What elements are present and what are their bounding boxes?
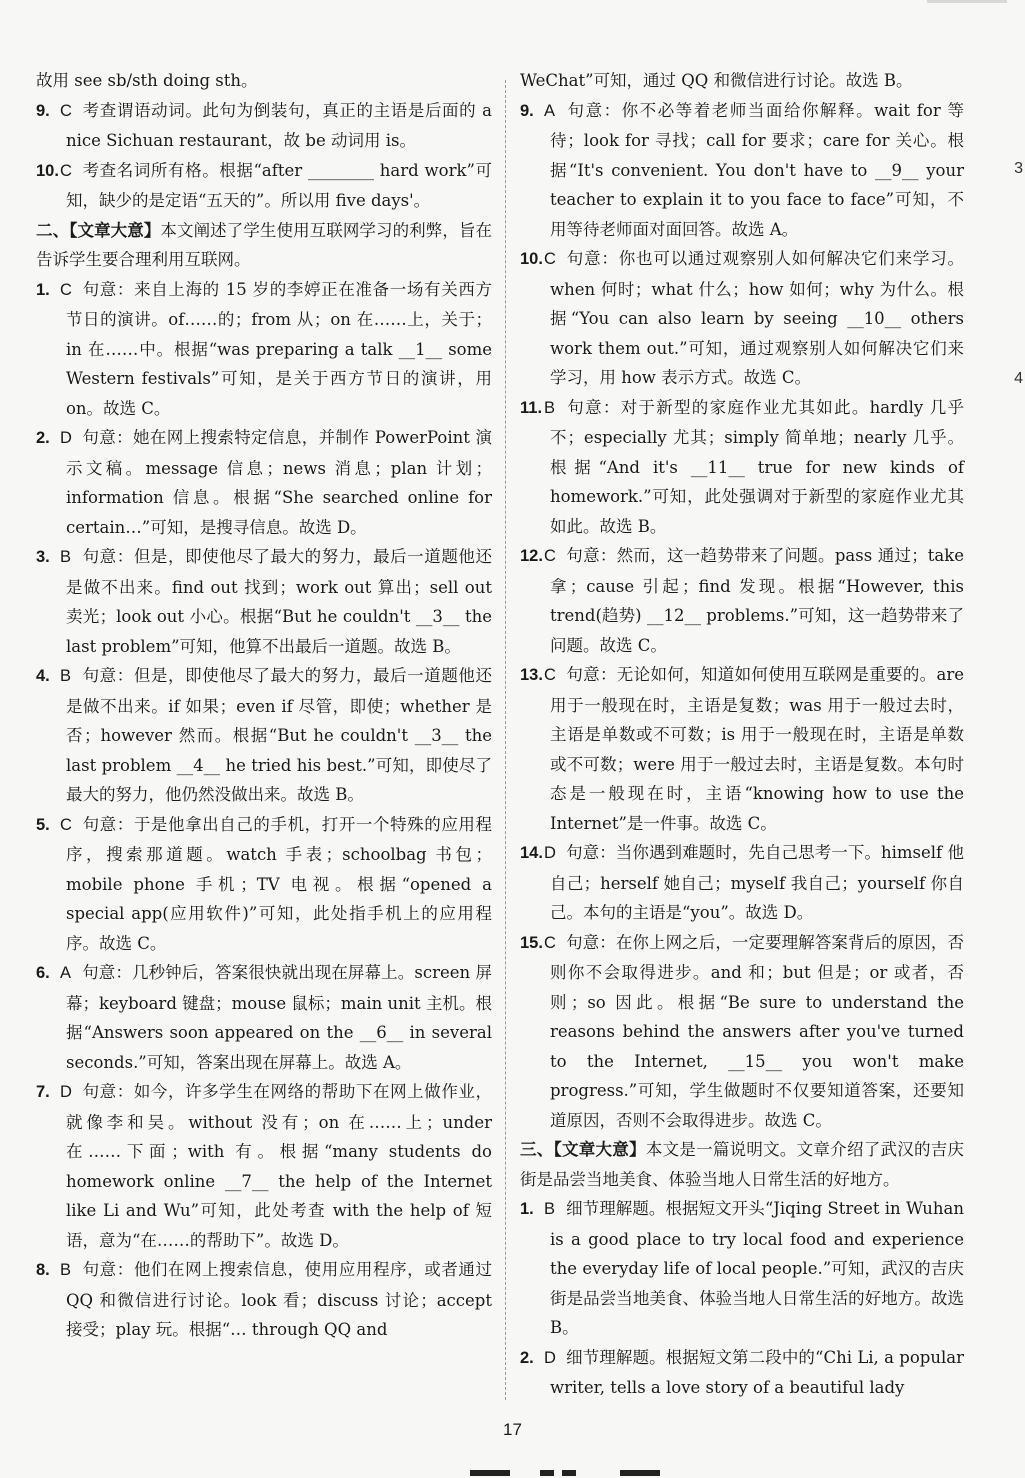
explanation-text: 句意：你不必等着老师当面给你解释。wait for 等待；look for 寻找；call for 要求；care for 关心。根据“It's convenient. You don't have to __9__ your teacher to explain it to you face to face”可知，不用等待老师面对面回答。故选 A。 [550, 100, 964, 239]
explanation-text: 句意：无论如何，知道如何使用互联网是重要的。are 用于一般现在时，主语是复数；was 用于一般过去时，主语是单数或不可数；is 用于一般现在时，主语是单数或不可数；were 用于一般过去时，主语是复数。本句时态是一般现在时，主语“knowing how to use the Internet”是一件事。故选 C。 [550, 665, 964, 833]
answer-item [36, 1255, 492, 1345]
question-number: 14. [520, 844, 543, 862]
answer-letter: D [544, 1348, 556, 1367]
question-number: 5. [36, 815, 50, 834]
margin-mark-2: 4 [1014, 370, 1023, 387]
continuation-text: 故用 see sb/sth doing sth。 [36, 71, 258, 90]
section-summary-text: 本文阐述了学生使用互联网学习的利弊，旨在告诉学生要合理利用互联网。 [36, 220, 493, 269]
question-number: 11. [520, 398, 543, 417]
answer-item [520, 541, 964, 660]
question-number: 2. [520, 1348, 534, 1367]
question-number: 12. [520, 547, 543, 565]
explanation-text: 考查谓语动词。此句为倒装句，真正的主语是后面的 a nice Sichuan restaurant，故 be 动词用 is。 [66, 100, 492, 150]
question-number: 1. [36, 280, 50, 299]
answer-letter: C [60, 161, 72, 180]
answer-letter: B [60, 667, 72, 685]
answer-letter: C [60, 815, 72, 834]
explanation-text: 考查名词所有格。根据“after ________ hard work”可知，缺少的是定语“五天的”。所以用 five days'。 [66, 160, 492, 210]
answer-item [36, 542, 492, 661]
answer-letter: B [544, 398, 556, 417]
explanation-text: 句意：但是，即使他尽了最大的努力，最后一道题他还是做不出来。if 如果；even if 尽管，即使；whether 是否；however 然而。根据“But he couldn't __3__ the last problem __4__ he tried his best.”可知，即使尽了最大的努力，他仍然没做出来。故选 B。 [66, 666, 492, 804]
explanation-text: 句意：几秒钟后，答案很快就出现在屏幕上。screen 屏幕；keyboard 键盘；mouse 鼠标；main unit 主机。根据“Answers soon appeared on the __6__ in several seconds.”可知，答案出现在屏幕上。故选 A。 [66, 963, 492, 1072]
question-number: 6. [36, 964, 50, 982]
answer-item [520, 1343, 964, 1403]
answer-item [520, 838, 964, 928]
explanation-text: 句意：于是他拿出自己的手机，打开一个特殊的应用程序，搜索那道题。watch 手表；schoolbag 书包；mobile phone 手机；TV 电视。根据“opened a special app(应用软件)”可知，此处指手机上的应用程序。故选 C。 [66, 814, 492, 953]
answer-item [36, 156, 492, 216]
answer-item [36, 1077, 492, 1255]
answer-letter: C [544, 933, 556, 952]
question-number: 4. [36, 667, 50, 685]
answer-item [520, 1194, 964, 1343]
explanation-text: 句意：来自上海的 15 岁的李婷正在准备一场有关西方节日的演讲。of……的；from 从；on 在……上，关于；in 在……中。根据“was preparing a talk __1__ some Western festivals”可知，是关于西方节日的演讲，用 on。故选 C。 [66, 279, 492, 418]
answer-item [520, 96, 964, 245]
answer-item [520, 244, 964, 393]
section-summary [36, 216, 492, 275]
question-number: 2. [36, 429, 50, 447]
answer-item [520, 928, 964, 1136]
answer-letter: B [544, 1200, 556, 1218]
column-divider [505, 80, 506, 1400]
explanation-text: 句意：你也可以通过观察别人如何解决它们来学习。when 何时；what 什么；how 如何；why 为什么。根据“You can also learn by seeing __10__ others work them out.”可知，通过观察别人如何解决它们来学习，用 how 表示方式。故选 C。 [550, 249, 964, 387]
explanation-text: 句意：当你遇到难题时，先自己思考一下。himself 他自己；herself 她自己；myself 我自己；yourself 你自己。本句的主语是“you”。故选 D。 [550, 843, 964, 922]
answer-item [36, 958, 492, 1077]
question-number: 8. [36, 1261, 50, 1279]
continuation-text: WeChat”可知，通过 QQ 和微信进行讨论。故选 B。 [520, 71, 913, 90]
explanation-text: 细节理解题。根据短文第二段中的“Chi Li, a popular writer, tells a love story of a beautiful lady [550, 1347, 964, 1397]
answer-letter: D [60, 429, 72, 447]
answer-letter: B [60, 1261, 72, 1279]
answer-letter: C [544, 666, 556, 684]
answer-item [520, 660, 964, 838]
right-column [520, 66, 964, 1403]
explanation-text: 句意：如今，许多学生在网络的帮助下在网上做作业，就像李和吴。without 没有；on 在……上；under 在……下面；with 有。根据“many students do homework online __7__ the help of the Internet like Li and Wu”可知，此处考查 with the help of 短语，意为“在……的帮助下”。故选 D。 [66, 1082, 492, 1250]
question-number: 9. [36, 101, 50, 120]
answer-letter: C [544, 250, 556, 268]
question-number: 15. [520, 933, 543, 952]
question-number: 9. [520, 101, 534, 120]
answer-item [36, 810, 492, 959]
margin-mark-1: 3 [1014, 160, 1023, 177]
answer-letter: C [544, 547, 556, 565]
answer-item [36, 423, 492, 542]
left-column [36, 66, 492, 1345]
explanation-text: 句意：对于新型的家庭作业尤其如此。hardly 几乎不；especially 尤其；simply 简单地；nearly 几乎。根据“And it's __11__ true for new kinds of homework.”可知，此处强调对于新型的家庭作业尤其如此。故选 B。 [550, 397, 964, 536]
section-heading: 三、【文章大意】 [520, 1140, 646, 1159]
explanation-text: 句意：她在网上搜索特定信息，并制作 PowerPoint 演示文稿。message 信息；news 消息；plan 计划；information 信息。根据“She searched online for certain…”可知，是搜寻信息。故选 D。 [66, 428, 492, 537]
question-number: 1. [520, 1200, 534, 1218]
answer-item [36, 275, 492, 424]
answer-letter: C [60, 101, 72, 120]
explanation-text: 句意：但是，即使他尽了最大的努力，最后一道题他还是做不出来。find out 找到；work out 算出；sell out 卖光；look out 小心。根据“But he couldn't __3__ the last problem”可知，他算不出最后一道题。故选 B。 [66, 547, 492, 656]
answer-letter: A [544, 101, 556, 120]
section-summary-text: 本文是一篇说明文。文章介绍了武汉的吉庆街是品尝当地美食、体验当地人日常生活的好地方。 [520, 1140, 965, 1189]
question-number: 10. [36, 161, 59, 180]
answer-letter: A [60, 964, 72, 982]
answer-letter: B [60, 548, 72, 566]
section-heading: 二、【文章大意】 [36, 220, 161, 240]
explanation-text: 句意：然而，这一趋势带来了问题。pass 通过；take 拿；cause 引起；find 发现。根据“However, this trend(趋势) __12__ problems.”可知，这一趋势带来了问题。故选 C。 [550, 546, 964, 655]
top-edge-mark [927, 0, 1007, 3]
question-number: 3. [36, 548, 50, 566]
bottom-print-marks [470, 1466, 670, 1478]
section-summary [520, 1135, 964, 1194]
answer-letter: D [544, 844, 556, 862]
answer-item [36, 661, 492, 810]
page-number: 17 [503, 1420, 522, 1439]
explanation-text: 细节理解题。根据短文开头“Jiqing Street in Wuhan is a good place to try local food and experience the everyday life of local people.”可知，武汉的吉庆街是品尝当地美食、体验当地人日常生活的好地方。故选 B。 [550, 1199, 964, 1337]
answer-letter: C [60, 280, 72, 299]
question-number: 7. [36, 1083, 50, 1101]
explanation-text: 句意：他们在网上搜索信息，使用应用程序，或者通过 QQ 和微信进行讨论。look 看；discuss 讨论；accept 接受；play 玩。根据“… through QQ and [66, 1260, 492, 1339]
answer-letter: D [60, 1083, 72, 1101]
answer-item [520, 393, 964, 542]
answer-item [36, 96, 492, 156]
explanation-text: 句意：在你上网之后，一定要理解答案背后的原因，否则你不会取得进步。and 和；but 但是；or 或者，否则；so 因此。根据“Be sure to understand the reasons behind the answers after you've turned to the Internet, __15__ you won't make progress.”可知，学生做题时不仅要知道答案，还要知道原因，否则不会取得进步。故选 C。 [550, 932, 964, 1130]
question-number: 13. [520, 666, 543, 684]
question-number: 10. [520, 250, 543, 268]
